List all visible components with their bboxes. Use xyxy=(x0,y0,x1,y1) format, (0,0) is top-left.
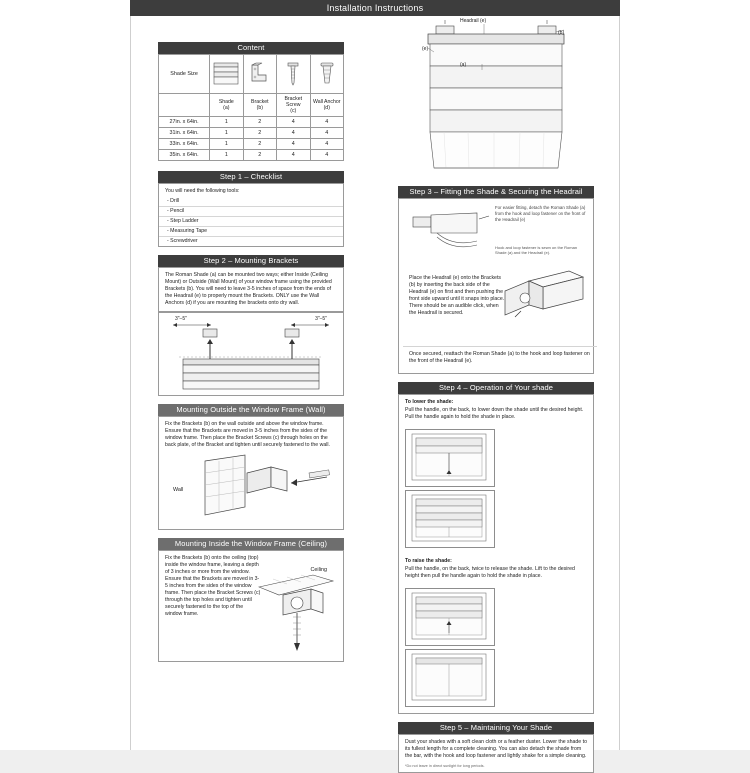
outside-mount-paragraph: Fix the Brackets (b) on the wall outside and above the window frame. Ensure that the Brackets are moved in 3-5 inches from the sides of the window frame. Then place the Bracket Screws (c) through holes on the back plate, of the Bracket and tighten until securely fastened to the wall. xyxy=(165,421,330,448)
size-header xyxy=(159,94,210,117)
row-value: 4 xyxy=(277,128,310,139)
screw-icon xyxy=(282,61,304,87)
window-illustration xyxy=(405,588,495,646)
tool-checklist xyxy=(159,197,343,246)
inside-mount-panel xyxy=(158,550,344,662)
step3-header: Step 3 – Fitting the Shade & Securing the Headrail xyxy=(398,186,594,198)
content-table xyxy=(158,54,344,161)
raise-illustrations xyxy=(399,584,593,713)
anchor-icon xyxy=(316,61,338,87)
wall-mount-diagram xyxy=(159,453,343,527)
raise-title: To raise the shade: xyxy=(405,558,452,564)
table-row xyxy=(159,150,344,161)
table-row xyxy=(159,55,344,94)
step2-panel xyxy=(158,267,344,312)
inside-mount-paragraph: Fix the Brackets (b) onto the ceiling (top) inside the window frame, leaving a depth of 3 inches or more from the window. Ensure that the Brackets are moved in 3-5 inches from the sides of the window frame. Then place the Bracket Screws (c) through the top holes and tighten until securely fastened to the top of the window frame. xyxy=(165,555,261,617)
step5-paragraph: Dust your shades with a soft clean cloth or a feather duster. Lower the shade to its fullest length for a complete cleaning. You can also detach the shade from the bar, with the hook and loop fastener and lightly shake for a simple cleaning. xyxy=(405,739,587,759)
step5-header: Step 5 – Maintaining Your Shade xyxy=(398,722,594,734)
dim-left-label: 3"–5" xyxy=(175,316,187,322)
row-value: 4 xyxy=(310,117,344,128)
right-column xyxy=(398,18,594,773)
callout-a: (a) xyxy=(460,62,467,68)
row-value: 4 xyxy=(310,139,344,150)
row-value: 1 xyxy=(210,139,243,150)
row-value: 4 xyxy=(310,150,344,161)
step2-diagram xyxy=(158,312,344,396)
bracket-icon xyxy=(247,61,273,87)
content-table-header: Content xyxy=(158,42,344,54)
screw-cell xyxy=(277,55,310,94)
step5-footnote: *Do not leave in direct sunlight for long periods. xyxy=(405,764,485,768)
row-size: 33in. x 64in. xyxy=(159,139,210,150)
lower-title: To lower the shade: xyxy=(405,399,454,405)
list-item: - Drill xyxy=(159,197,343,207)
roman-shade-icon xyxy=(211,61,241,87)
row-value: 1 xyxy=(210,117,243,128)
row-size: 31in. x 64in. xyxy=(159,128,210,139)
callout-e: (e) xyxy=(422,46,429,52)
shade-raising-icon xyxy=(406,589,492,643)
ceiling-label: Ceiling xyxy=(310,567,327,573)
step3-paragraph2: Once secured, reattach the Roman Shade (a) to the hook and loop fastener on the front of the Headrail (e). xyxy=(403,346,597,369)
shade-size-label: Shade Size xyxy=(159,55,210,94)
shade-raised-icon xyxy=(406,650,492,704)
detach-shade-diagram xyxy=(403,203,495,265)
wall-label: Wall xyxy=(173,487,184,493)
step1-panel xyxy=(158,183,344,247)
step5-panel xyxy=(398,734,594,773)
list-item: - Step Ladder xyxy=(159,217,343,227)
list-item: - Screwdriver xyxy=(167,238,198,244)
step4-header: Step 4 – Operation of Your shade xyxy=(398,382,594,394)
lower-text: Pull the handle, on the back, to lower down the shade until the desired height. Pull the handle again to hold the shade in place. xyxy=(405,407,584,420)
step3-note-small: Hook and loop fastener is sewn on the Roman Shade (a) and the Headrail (e). xyxy=(495,245,578,255)
bracket-cell xyxy=(243,55,276,94)
row-value: 1 xyxy=(210,128,243,139)
col-header-bracket: Bracket (b) xyxy=(243,94,276,117)
window-illustration xyxy=(405,649,495,707)
row-value: 4 xyxy=(310,128,344,139)
bracket-placement-diagram xyxy=(159,313,343,393)
table-header-row xyxy=(159,94,344,117)
row-value: 2 xyxy=(243,139,276,150)
list-item: - Pencil xyxy=(159,207,343,217)
anchor-cell xyxy=(310,55,344,94)
ceiling-mount-diagram xyxy=(253,573,339,659)
row-size: 35in. x 64in. xyxy=(159,150,210,161)
table-row xyxy=(159,139,344,150)
col-header-shade: Shade (a) xyxy=(210,94,243,117)
shade-lowered-icon xyxy=(406,491,492,545)
headrail-label: Headrail (e) xyxy=(460,18,487,24)
step2-header: Step 2 – Mounting Brackets xyxy=(158,255,344,267)
step1-intro: You will need the following tools: xyxy=(165,188,240,194)
raise-text: Pull the handle, on the back, twice to release the shade. Lift to the desired height then pull the handle again to hold the shade in place. xyxy=(405,566,575,579)
step2-paragraph: The Roman Shade (a) can be mounted two ways; either Inside (Ceiling Mount) or Outside (Wall Mount) of your window frame using the provided Brackets (b). You will need to leave 3-5 inches of space from the ends of the Headrail (e) to properly mount the Brackets. ONLY use the Wall Anchors (d) if you are mounting the brackets onto dry wall. xyxy=(165,272,332,306)
row-value: 1 xyxy=(210,150,243,161)
left-column xyxy=(158,42,344,662)
outside-mount-panel xyxy=(158,416,344,530)
row-value: 2 xyxy=(243,128,276,139)
table-row xyxy=(159,128,344,139)
step3-paragraph: Place the Headrail (e) onto the Brackets (b) by inserting the back side of the Headrail (e) on first and then pushing the front side upward until it snaps into place. There should be an audible click, when the Headrail is secured. xyxy=(409,275,505,316)
step4-panel xyxy=(398,394,594,714)
row-size: 27in. x 64in. xyxy=(159,117,210,128)
row-value: 4 xyxy=(277,117,310,128)
window-illustration xyxy=(405,490,495,548)
shade-cell xyxy=(210,55,243,94)
dim-right-label: 3"–5" xyxy=(315,316,327,322)
step3-note-top: For easier fitting, detach the Roman Shade (a) from the hook and loop fastener on the front of the Headrail (e) xyxy=(495,205,586,222)
step1-header: Step 1 – Checklist xyxy=(158,171,344,183)
row-value: 2 xyxy=(243,150,276,161)
list-item: - Measuring Tape xyxy=(159,227,343,237)
inside-mount-header: Mounting Inside the Window Frame (Ceiling) xyxy=(158,538,344,550)
headrail-into-bracket-diagram xyxy=(495,265,589,325)
top-figure xyxy=(398,18,594,186)
row-value: 4 xyxy=(277,139,310,150)
outside-mount-header: Mounting Outside the Window Frame (Wall) xyxy=(158,404,344,416)
assembled-shade-diagram xyxy=(398,18,594,184)
row-value: 4 xyxy=(277,150,310,161)
col-header-screw: Bracket Screw (c) xyxy=(277,94,310,117)
step3-panel xyxy=(398,198,594,374)
page-title: Installation Instructions xyxy=(130,0,620,16)
shade-half-lowered-icon xyxy=(406,430,492,484)
window-illustration xyxy=(405,429,495,487)
row-value: 2 xyxy=(243,117,276,128)
lower-illustrations xyxy=(399,425,593,554)
callout-b: (b) xyxy=(558,30,565,36)
table-row xyxy=(159,117,344,128)
col-header-anchor: Wall Anchor (d) xyxy=(310,94,344,117)
